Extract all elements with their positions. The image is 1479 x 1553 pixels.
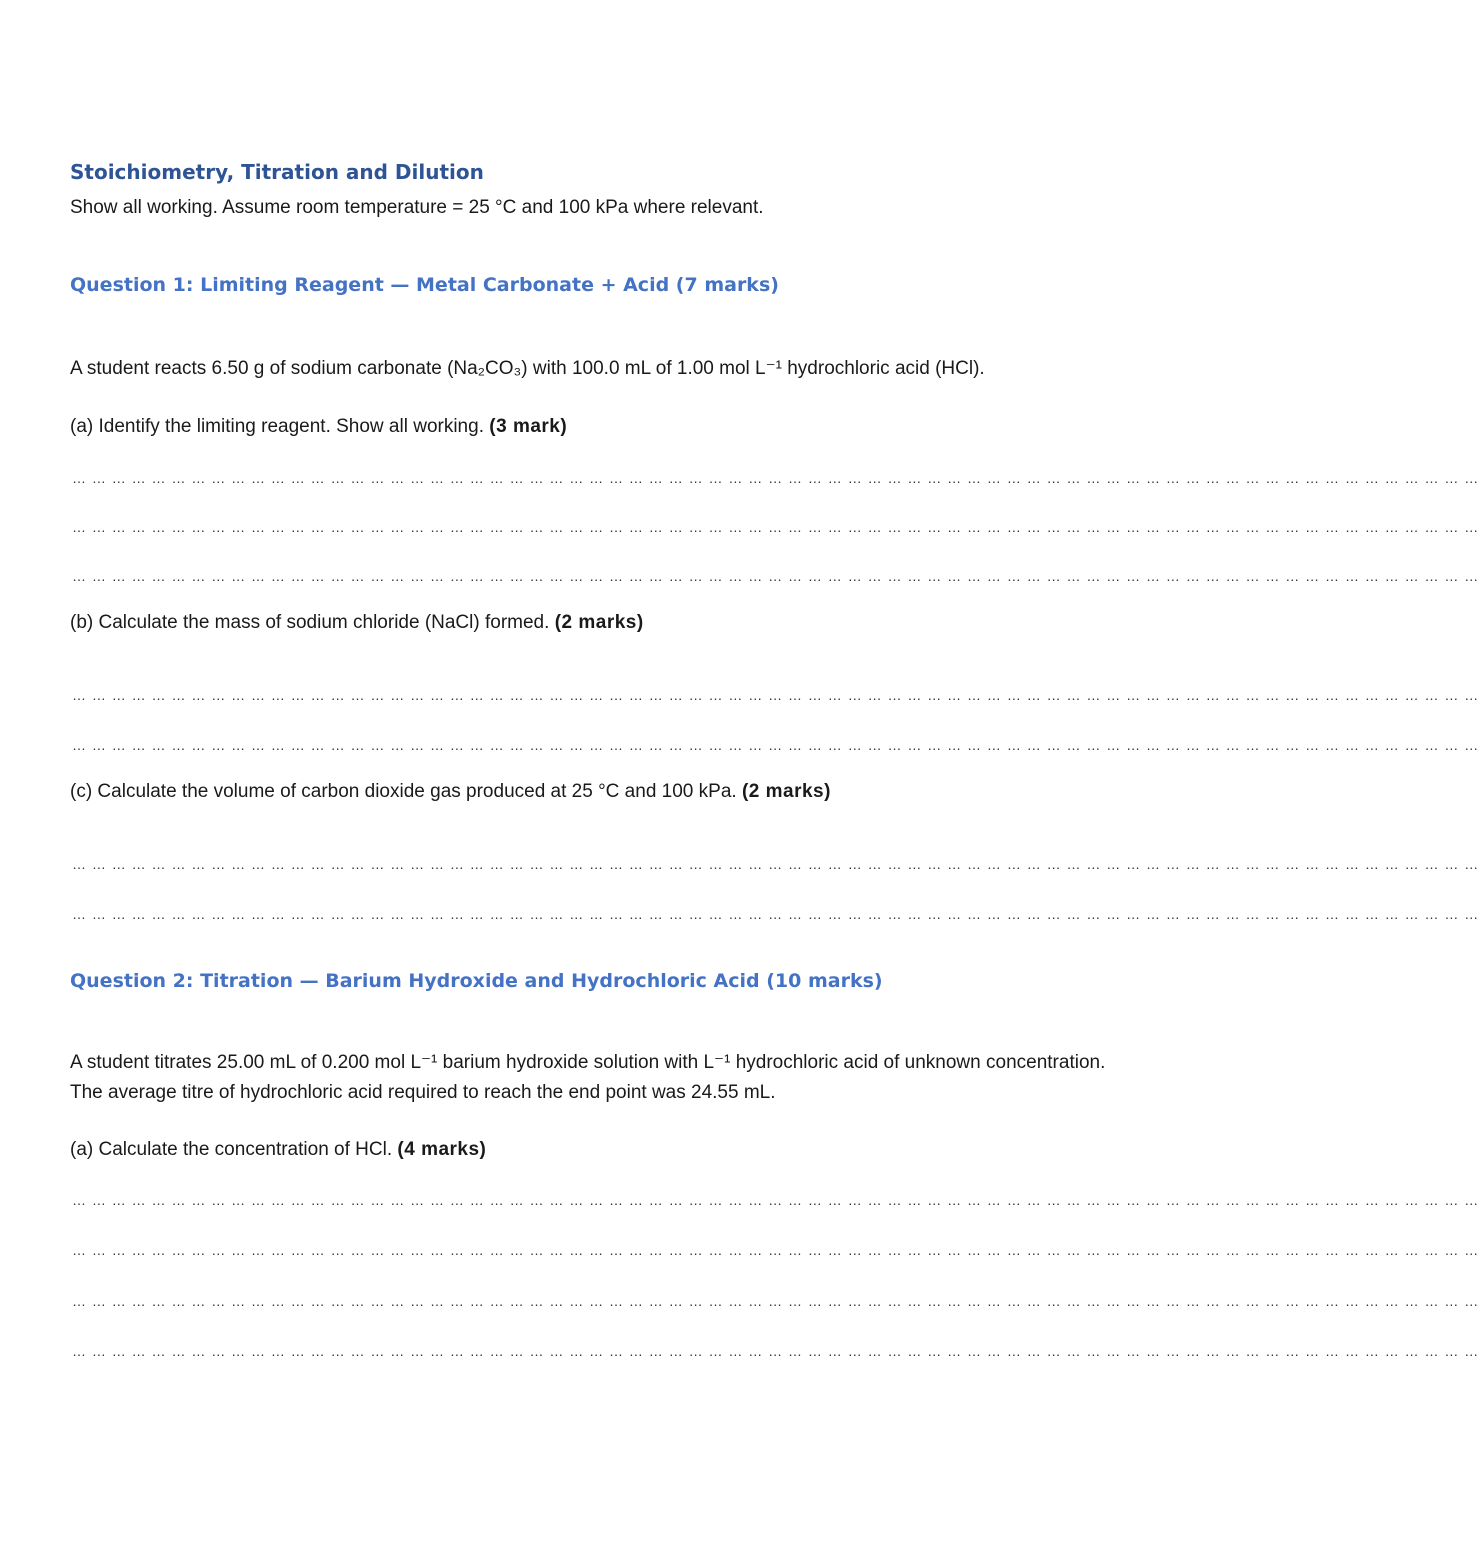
question-1-heading: Question 1: Limiting Reagent — Metal Carbonate + Acid (7 marks) — [70, 274, 779, 296]
question-2a-marks: (4 marks) — [397, 1139, 487, 1160]
instructions: Show all working. Assume room temperature = 25 °C and 100 kPa where relevant. — [70, 197, 764, 218]
answer-line: … … … … … … … … … … … … … … … … … … … … … … … … … … … … … … … … … … … … … … … … … … … … … … … … … … … … … … … … … … … … … … … … … … … … … … … — [72, 470, 1479, 486]
question-1a-text: (a) Identify the limiting reagent. Show all working. — [70, 416, 490, 437]
answer-line: … … … … … … … … … … … … … … … … … … … … … … … … … … … … … … … … … … … … … … … … … … … … … … … … … … … … … … … … … … … … … … … … … … … … … … … — [72, 1343, 1479, 1359]
answer-line: … … … … … … … … … … … … … … … … … … … … … … … … … … … … … … … … … … … … … … … … … … … … … … … … … … … … … … … … … … … … … … … … … … … … … … … — [72, 1242, 1479, 1258]
question-1a — [70, 412, 1130, 442]
answer-line: … … … … … … … … … … … … … … … … … … … … … … … … … … … … … … … … … … … … … … … … … … … … … … … … … … … … … … … … … … … … … … … … … … … … … … … — [72, 856, 1479, 872]
question-2-heading: Question 2: Titration — Barium Hydroxide and Hydrochloric Acid (10 marks) — [70, 970, 883, 992]
document-title: Stoichiometry, Titration and Dilution — [70, 160, 484, 184]
question-1-stem: A student reacts 6.50 g of sodium carbonate (Na₂CO₃) with 100.0 mL of 1.00 mol L⁻¹ hydrochloric acid (HCl). — [70, 358, 985, 379]
question-2a-text: (a) Calculate the concentration of HCl. — [70, 1139, 398, 1160]
question-1b-marks: (2 marks) — [554, 612, 644, 633]
question-1a-marks: (3 mark) — [489, 416, 568, 437]
question-1b — [70, 608, 1130, 638]
question-2-stem: A student titrates 25.00 mL of 0.200 mol L⁻¹ barium hydroxide solution with L⁻¹ hydrochloric acid of unknown concentration. The average titre of hydrochloric acid required to reach the end point was 24.55 mL. — [70, 1052, 1106, 1103]
question-1b-text: (b) Calculate the mass of sodium chloride (NaCl) formed. — [70, 612, 555, 633]
answer-line: … … … … … … … … … … … … … … … … … … … … … … … … … … … … … … … … … … … … … … … … … … … … … … … … … … … … … … … … … … … … … … … … … … … … … … … — [72, 519, 1479, 535]
answer-line: … … … … … … … … … … … … … … … … … … … … … … … … … … … … … … … … … … … … … … … … … … … … … … … … … … … … … … … … … … … … … … … … … … … … … … … — [72, 1293, 1479, 1309]
answer-line: … … … … … … … … … … … … … … … … … … … … … … … … … … … … … … … … … … … … … … … … … … … … … … … … … … … … … … … … … … … … … … … … … … … … … … … — [72, 1192, 1479, 1208]
question-1c-text: (c) Calculate the volume of carbon dioxide gas produced at 25 °C and 100 kPa. — [70, 781, 742, 802]
question-1c-marks: (2 marks) — [741, 781, 831, 802]
answer-line: … … … … … … … … … … … … … … … … … … … … … … … … … … … … … … … … … … … … … … … … … … … … … … … … … … … … … … … … … … … … … … … … … … … … … … … — [72, 568, 1479, 584]
answer-line: … … … … … … … … … … … … … … … … … … … … … … … … … … … … … … … … … … … … … … … … … … … … … … … … … … … … … … … … … … … … … … … … … … … … … … … — [72, 906, 1479, 922]
question-2a — [70, 1135, 1130, 1165]
answer-line: … … … … … … … … … … … … … … … … … … … … … … … … … … … … … … … … … … … … … … … … … … … … … … … … … … … … … … … … … … … … … … … … … … … … … … … — [72, 687, 1479, 703]
answer-line: … … … … … … … … … … … … … … … … … … … … … … … … … … … … … … … … … … … … … … … … … … … … … … … … … … … … … … … … … … … … … … … … … … … … … … … — [72, 737, 1479, 753]
question-1c — [70, 777, 1130, 807]
